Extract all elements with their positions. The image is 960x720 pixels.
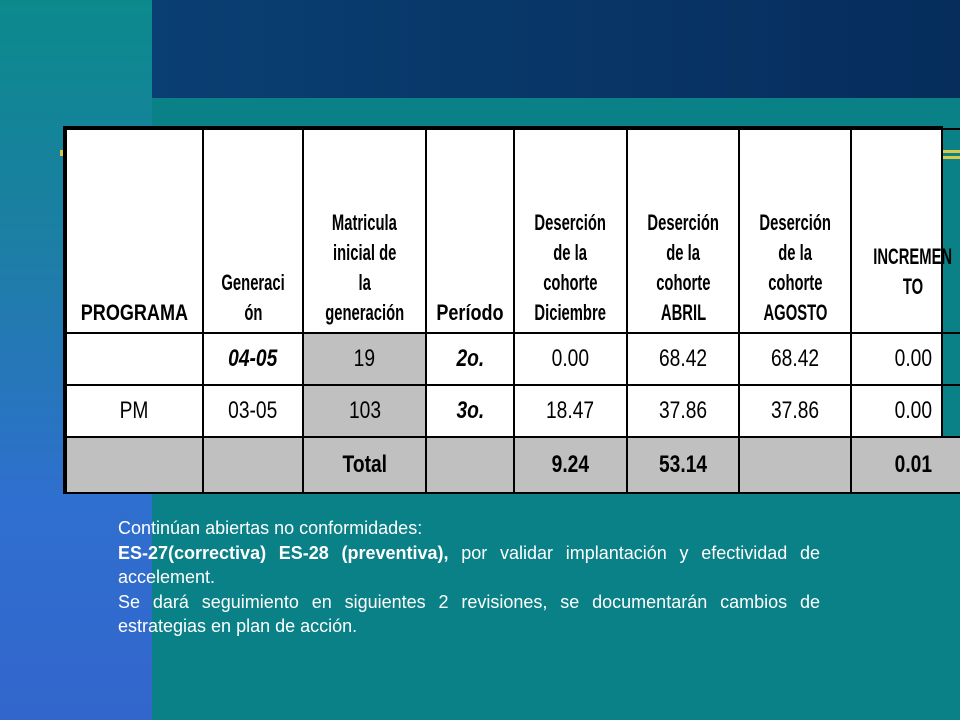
total-diciembre: 9.24 bbox=[514, 437, 626, 493]
table-cell: 18.47 bbox=[514, 385, 626, 437]
table-cell: 2o. bbox=[426, 333, 514, 385]
table-cell bbox=[66, 437, 203, 493]
total-label: Total bbox=[303, 437, 426, 493]
table-cell: 03-05 bbox=[203, 385, 303, 437]
header-generacion: Generaci ón bbox=[203, 129, 303, 333]
header-incremento: INCREMEN TO bbox=[851, 129, 960, 333]
table-cell bbox=[203, 437, 303, 493]
table-cell: 68.42 bbox=[739, 333, 851, 385]
note-line-3: Se dará seguimiento en siguientes 2 revisiones, se documentarán cambios de estrategias en plan de acción. bbox=[118, 591, 820, 636]
header-matricula: Matricula inicial de la generación bbox=[303, 129, 426, 333]
table-cell: 37.86 bbox=[739, 385, 851, 437]
top-navy-band bbox=[152, 0, 960, 98]
table-cell: PM bbox=[66, 385, 203, 437]
table-cell bbox=[739, 437, 851, 493]
total-incremento: 0.01 bbox=[851, 437, 960, 493]
note-rest: por validar implantación y efectividad de accelement. bbox=[118, 542, 820, 587]
table-cell: 04-05 bbox=[203, 333, 303, 385]
table-cell bbox=[426, 437, 514, 493]
note-bold: ES-27(correctiva) ES-28 (preventiva), bbox=[118, 542, 449, 563]
header-desercion-diciembre: Deserción de la cohorte Diciembre bbox=[514, 129, 626, 333]
desercion-table bbox=[65, 128, 960, 494]
table-row bbox=[66, 385, 960, 437]
table-cell: 0.00 bbox=[514, 333, 626, 385]
table-cell bbox=[66, 333, 203, 385]
header-periodo: Período bbox=[426, 129, 514, 333]
header-row bbox=[66, 129, 960, 333]
header-desercion-agosto: Deserción de la cohorte AGOSTO bbox=[739, 129, 851, 333]
table-cell: 103 bbox=[303, 385, 426, 437]
table-cell: 19 bbox=[303, 333, 426, 385]
table-row bbox=[66, 333, 960, 385]
table-cell: 0.00 bbox=[851, 385, 960, 437]
table-cell: 37.86 bbox=[627, 385, 739, 437]
notes-text bbox=[118, 516, 820, 639]
header-programa: PROGRAMA bbox=[66, 129, 203, 333]
table-cell: 68.42 bbox=[627, 333, 739, 385]
table-cell: 3o. bbox=[426, 385, 514, 437]
note-line-2 bbox=[118, 541, 820, 590]
total-row bbox=[66, 437, 960, 493]
data-table-container bbox=[63, 126, 953, 494]
note-line-1: Continúan abiertas no conformidades: bbox=[118, 518, 423, 538]
total-abril: 53.14 bbox=[627, 437, 739, 493]
header-desercion-abril: Deserción de la cohorte ABRIL bbox=[627, 129, 739, 333]
table-cell: 0.00 bbox=[851, 333, 960, 385]
